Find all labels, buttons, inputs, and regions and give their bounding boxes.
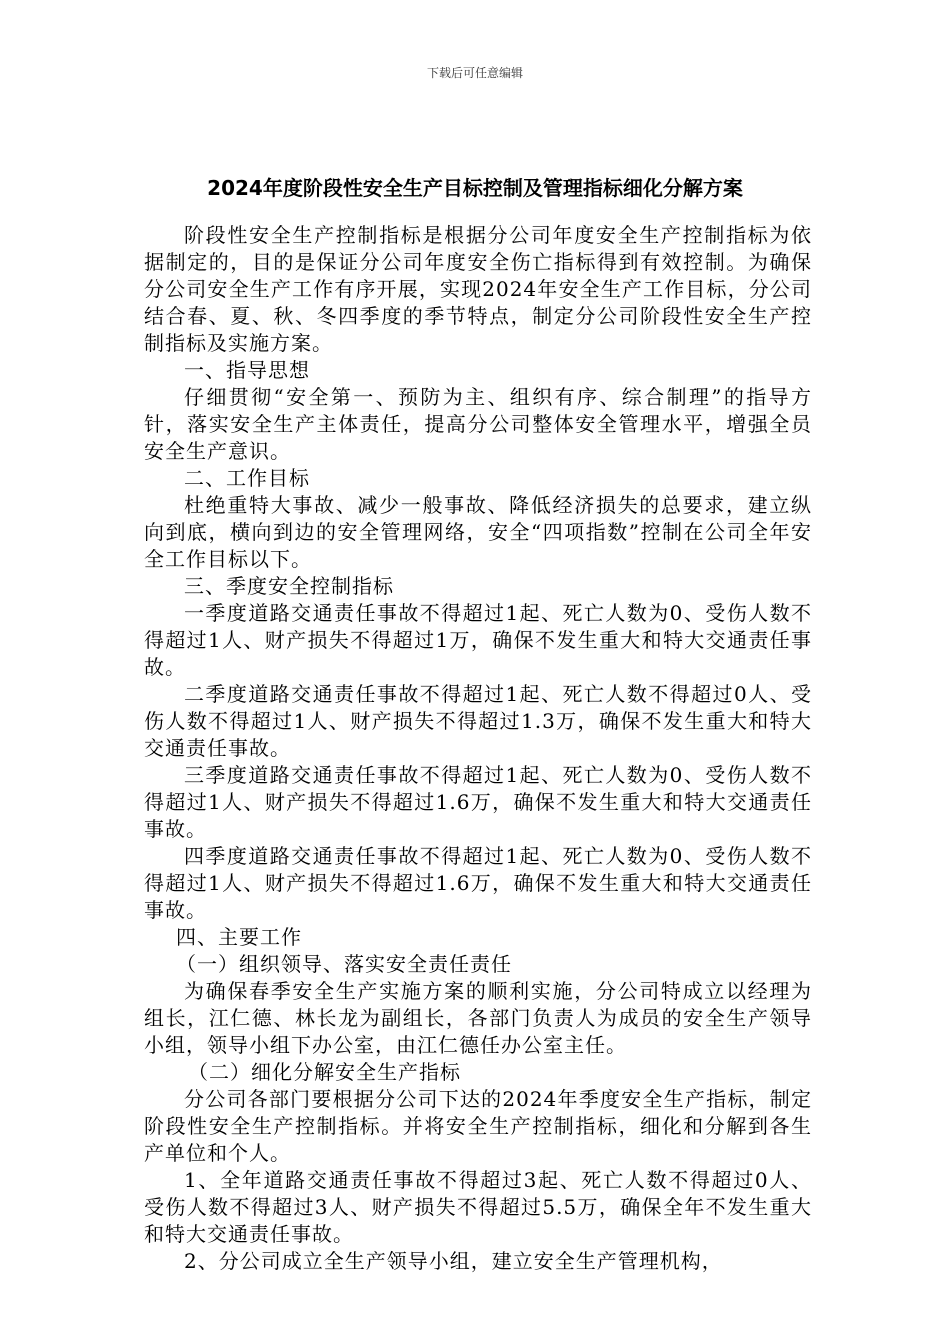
page-header-note: 下载后可任意编辑 — [426, 66, 523, 80]
leadership-group-item: 2、分公司成立全生产领导小组，建立安全生产管理机构， — [184, 1249, 723, 1273]
annual-indicator-item: 1、全年道路交通责任事故不得超过3起、死亡人数不得超过0人、受伤人数不得超过3人、财产损失不得超过5.5万，确保全年不发生重大和特大交通责任事故。 — [144, 1168, 812, 1246]
q1-indicator-paragraph: 一季度道路交通责任事故不得超过1起、死亡人数为0、受伤人数不得超过1人、财产损失不得超过1万，确保不发生重大和特大交通责任事故。 — [144, 601, 812, 679]
q4-indicator-paragraph: 四季度道路交通责任事故不得超过1起、死亡人数为0、受伤人数不得超过1人、财产损失不得超过1.6万，确保不发生重大和特大交通责任事故。 — [144, 844, 812, 922]
subsection-heading-indicator-breakdown: （二）细化分解安全生产指标 — [188, 1060, 461, 1084]
document-title: 2024年度阶段性安全生产目标控制及管理指标细化分解方案 — [207, 176, 743, 200]
organization-paragraph: 为确保春季安全生产实施方案的顺利实施，分公司特成立以经理为组长，江仁德、林长龙为副组长，各部门负责人为成员的安全生产领导小组，领导小组下办公室，由江仁德任办公室主任。 — [144, 979, 812, 1057]
guiding-ideology-paragraph: 仔细贯彻“安全第一、预防为主、组织有序、综合制理”的指导方针，落实安全生产主体责任，提高分公司整体安全管理水平，增强全员安全生产意识。 — [144, 385, 812, 463]
section-heading-guiding-ideology: 一、指导思想 — [184, 358, 310, 382]
q3-indicator-paragraph: 三季度道路交通责任事故不得超过1起、死亡人数为0、受伤人数不得超过1人、财产损失不得超过1.6万，确保不发生重大和特大交通责任事故。 — [144, 763, 812, 841]
work-goals-paragraph: 杜绝重特大事故、减少一般事故、降低经济损失的总要求，建立纵向到底，横向到边的安全管理网络，安全“四项指数”控制在公司全年安全工作目标以下。 — [144, 493, 812, 571]
section-heading-work-goals: 二、工作目标 — [184, 466, 310, 490]
document-body — [144, 222, 812, 1275]
section-heading-main-work: 四、主要工作 — [176, 925, 302, 949]
q2-indicator-paragraph: 二季度道路交通责任事故不得超过1起、死亡人数不得超过0人、受伤人数不得超过1人、财产损失不得超过1.3万，确保不发生重大和特大交通责任事故。 — [144, 682, 812, 760]
section-heading-quarterly-indicators: 三、季度安全控制指标 — [184, 574, 394, 598]
subsection-heading-organization: （一）组织领导、落实安全责任责任 — [176, 952, 512, 976]
intro-paragraph: 阶段性安全生产控制指标是根据分公司年度安全生产控制指标为依据制定的，目的是保证分公司年度安全伤亡指标得到有效控制。为确保分公司安全生产工作有序开展，实现2024年安全生产工作目标，分公司结合春、夏、秋、冬四季度的季节特点，制定分公司阶段性安全生产控制指标及实施方案。 — [144, 223, 812, 355]
indicator-breakdown-paragraph: 分公司各部门要根据分公司下达的2024年季度安全生产指标，制定阶段性安全生产控制指标。并将安全生产控制指标，细化和分解到各生产单位和个人。 — [144, 1087, 812, 1165]
